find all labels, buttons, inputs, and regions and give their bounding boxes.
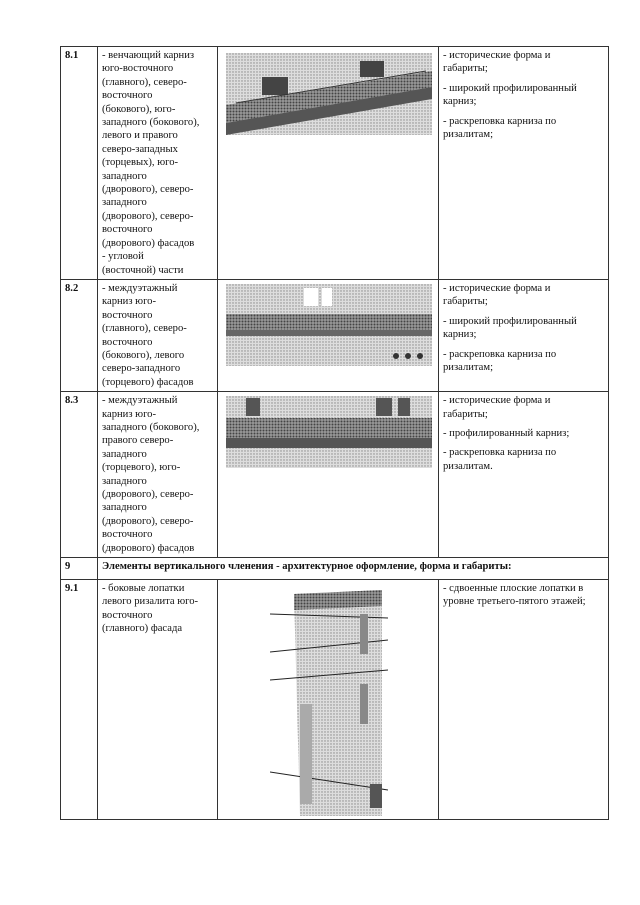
section-title: Элементы вертикального членения - архитектурное оформление, форма и габариты: <box>98 558 609 580</box>
requirements-cell <box>439 279 609 391</box>
row-description <box>98 392 218 558</box>
requirements-cell <box>439 47 609 280</box>
requirement-item: - раскреповка карниза по ризалитам; <box>443 115 557 141</box>
cornice-photo <box>226 284 432 366</box>
requirement-item: - широкий профилированный карниз; <box>443 315 577 341</box>
row-number: 9.1 <box>61 580 98 820</box>
photo-cell <box>218 392 439 558</box>
row-description <box>98 47 218 280</box>
row-description <box>98 580 218 820</box>
requirement-item: - раскреповка карниза по ризалитам; <box>443 348 557 373</box>
description-text: - междуэтажный карниз юго- западного (бокового), правого северо- западного (торцевого), юго- западного (дворового), северо- западного (дворового), северо- восточного (дворового) фасадов <box>102 395 200 554</box>
requirements-cell <box>439 392 609 558</box>
row-number: 8.3 <box>61 392 98 558</box>
table-row <box>61 279 609 391</box>
table-row <box>61 47 609 280</box>
requirement-item: - исторические форма и габариты; <box>443 50 551 75</box>
requirements-cell <box>439 580 609 820</box>
photo-cell <box>218 279 439 391</box>
photo-cell <box>218 47 439 280</box>
requirement-item: - сдвоенные плоские лопатки в уровне третьего-пятого этажей; <box>443 583 586 608</box>
requirement-item: - исторические форма и габариты; <box>443 282 551 308</box>
pilaster-photo <box>270 584 388 816</box>
cornice-photo <box>226 53 432 135</box>
cornice-photo <box>226 396 432 468</box>
table-row <box>61 392 609 558</box>
photo-cell <box>218 580 439 820</box>
description-text: - венчающий карниз юго-восточного (главного), северо- восточного (бокового), юго- западного (бокового), левого и правого северо-западных (торцевых), юго- западного (дворового), северо- западного (дворового), северо- восточного (дворового) фасадов - угловой (восточной) части <box>102 50 200 276</box>
section-row <box>61 558 609 580</box>
heritage-elements-table <box>60 46 609 820</box>
requirement-item: - профилированный карниз; <box>443 427 570 439</box>
row-number: 8.1 <box>61 47 98 280</box>
requirement-item: - исторические форма и габариты; <box>443 395 551 420</box>
description-text: - междуэтажный карниз юго- восточного (главного), северо- восточного (бокового), левого северо-западного (торцевого) фасадов <box>102 282 194 388</box>
table-row <box>61 580 609 820</box>
description-text: - боковые лопатки левого ризалита юго- восточного (главного) фасада <box>102 583 199 635</box>
section-number: 9 <box>61 558 98 580</box>
requirement-item: - раскреповка карниза по ризалитам. <box>443 447 557 472</box>
row-description <box>98 279 218 391</box>
row-number: 8.2 <box>61 279 98 391</box>
requirement-item: - широкий профилированный карниз; <box>443 82 577 108</box>
